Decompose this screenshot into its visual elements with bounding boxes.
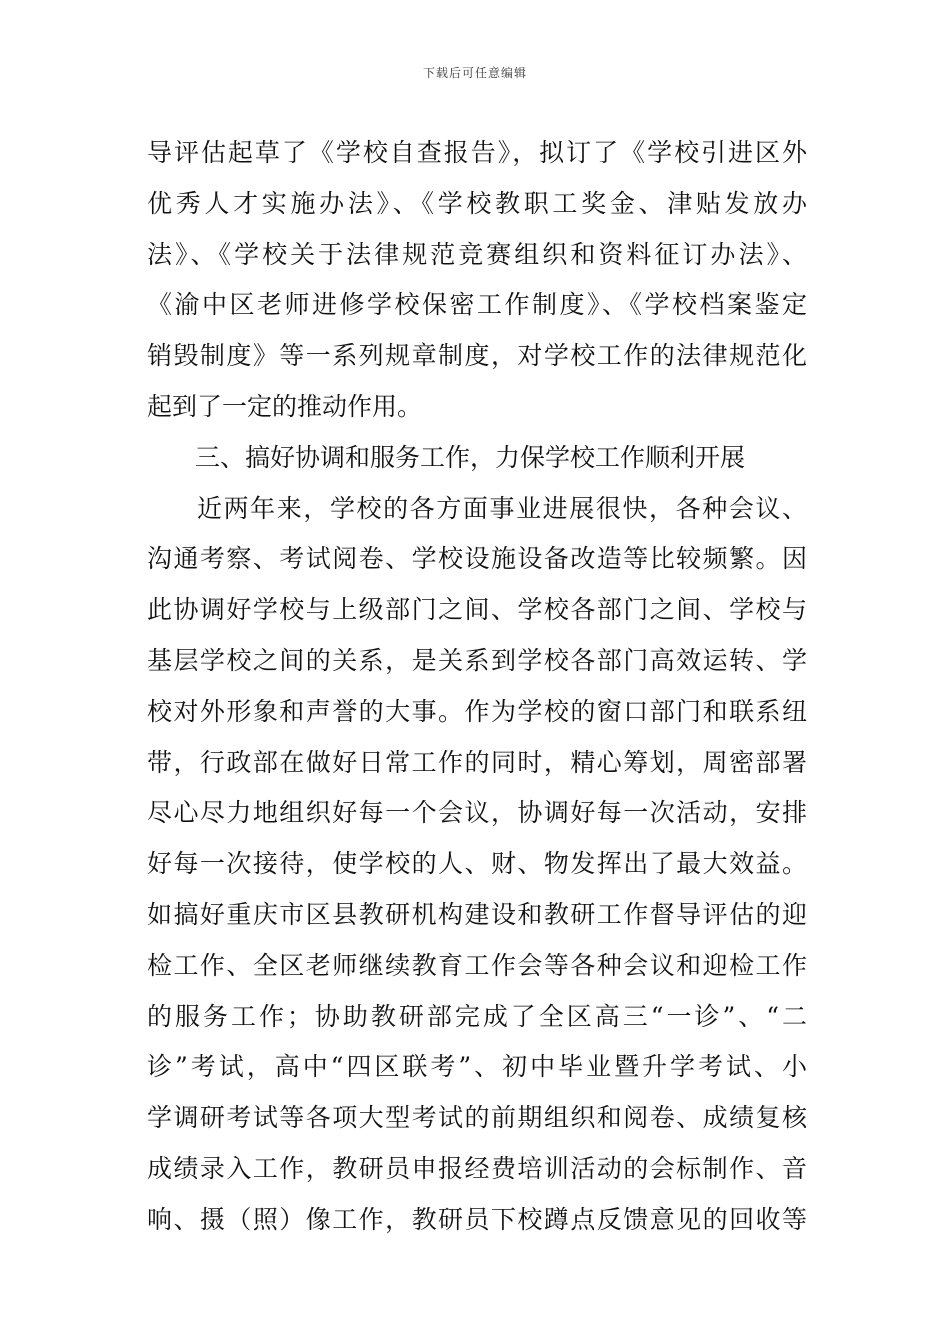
text-line: 的服务工作；协助教研部完成了全区高三“一诊”、“二	[147, 1001, 807, 1031]
text-line: 带，行政部在做好日常工作的同时，精心筹划，周密部署	[147, 747, 807, 777]
section-heading: 三、搞好协调和服务工作，力保学校工作顺利开展	[195, 442, 746, 472]
text-line: 学调研考试等各项大型考试的前期组织和阅卷、成绩复核	[147, 1103, 807, 1133]
text-line: 好每一次接待，使学校的人、财、物发挥出了最大效益。	[147, 849, 807, 879]
text-line: 尽心尽力地组织好每一个会议，协调好每一次活动，安排	[147, 798, 807, 828]
text-line: 校对外形象和声誉的大事。作为学校的窗口部门和联系纽	[147, 696, 807, 726]
text-line: 诊”考试，高中“四区联考”、初中毕业暨升学考试、小	[147, 1052, 807, 1082]
text-line: 成绩录入工作，教研员申报经费培训活动的会标制作、音	[147, 1153, 807, 1183]
text-line: 法》、《学校关于法律规范竞赛组织和资料征订办法》、	[147, 239, 807, 269]
text-line: 检工作、全区老师继续教育工作会等各种会议和迎检工作	[147, 950, 807, 980]
document-body	[147, 128, 807, 1246]
text-line: 《渝中区老师进修学校保密工作制度》、《学校档案鉴定	[147, 290, 807, 320]
page-header: 下载后可任意编辑	[422, 66, 527, 80]
text-line: 如搞好重庆市区县教研机构建设和教研工作督导评估的迎	[147, 899, 807, 929]
text-line: 沟通考察、考试阅卷、学校设施设备改造等比较频繁。因	[147, 544, 807, 574]
text-line: 起到了一定的推动作用。	[147, 391, 423, 421]
text-line: 近两年来，学校的各方面事业进展很快，各种会议、	[197, 493, 807, 523]
text-line: 销毁制度》等一系列规章制度，对学校工作的法律规范化	[147, 341, 807, 371]
text-line: 响、摄（照）像工作，教研员下校蹲点反馈意见的回收等	[147, 1204, 807, 1234]
text-line: 导评估起草了《学校自查报告》，拟订了《学校引进区外	[147, 138, 807, 167]
text-line: 优秀人才实施办法》、《学校教职工奖金、津贴发放办	[147, 188, 807, 218]
text-line: 此协调好学校与上级部门之间、学校各部门之间、学校与	[147, 595, 807, 625]
text-line: 基层学校之间的关系，是关系到学校各部门高效运转、学	[147, 645, 807, 675]
